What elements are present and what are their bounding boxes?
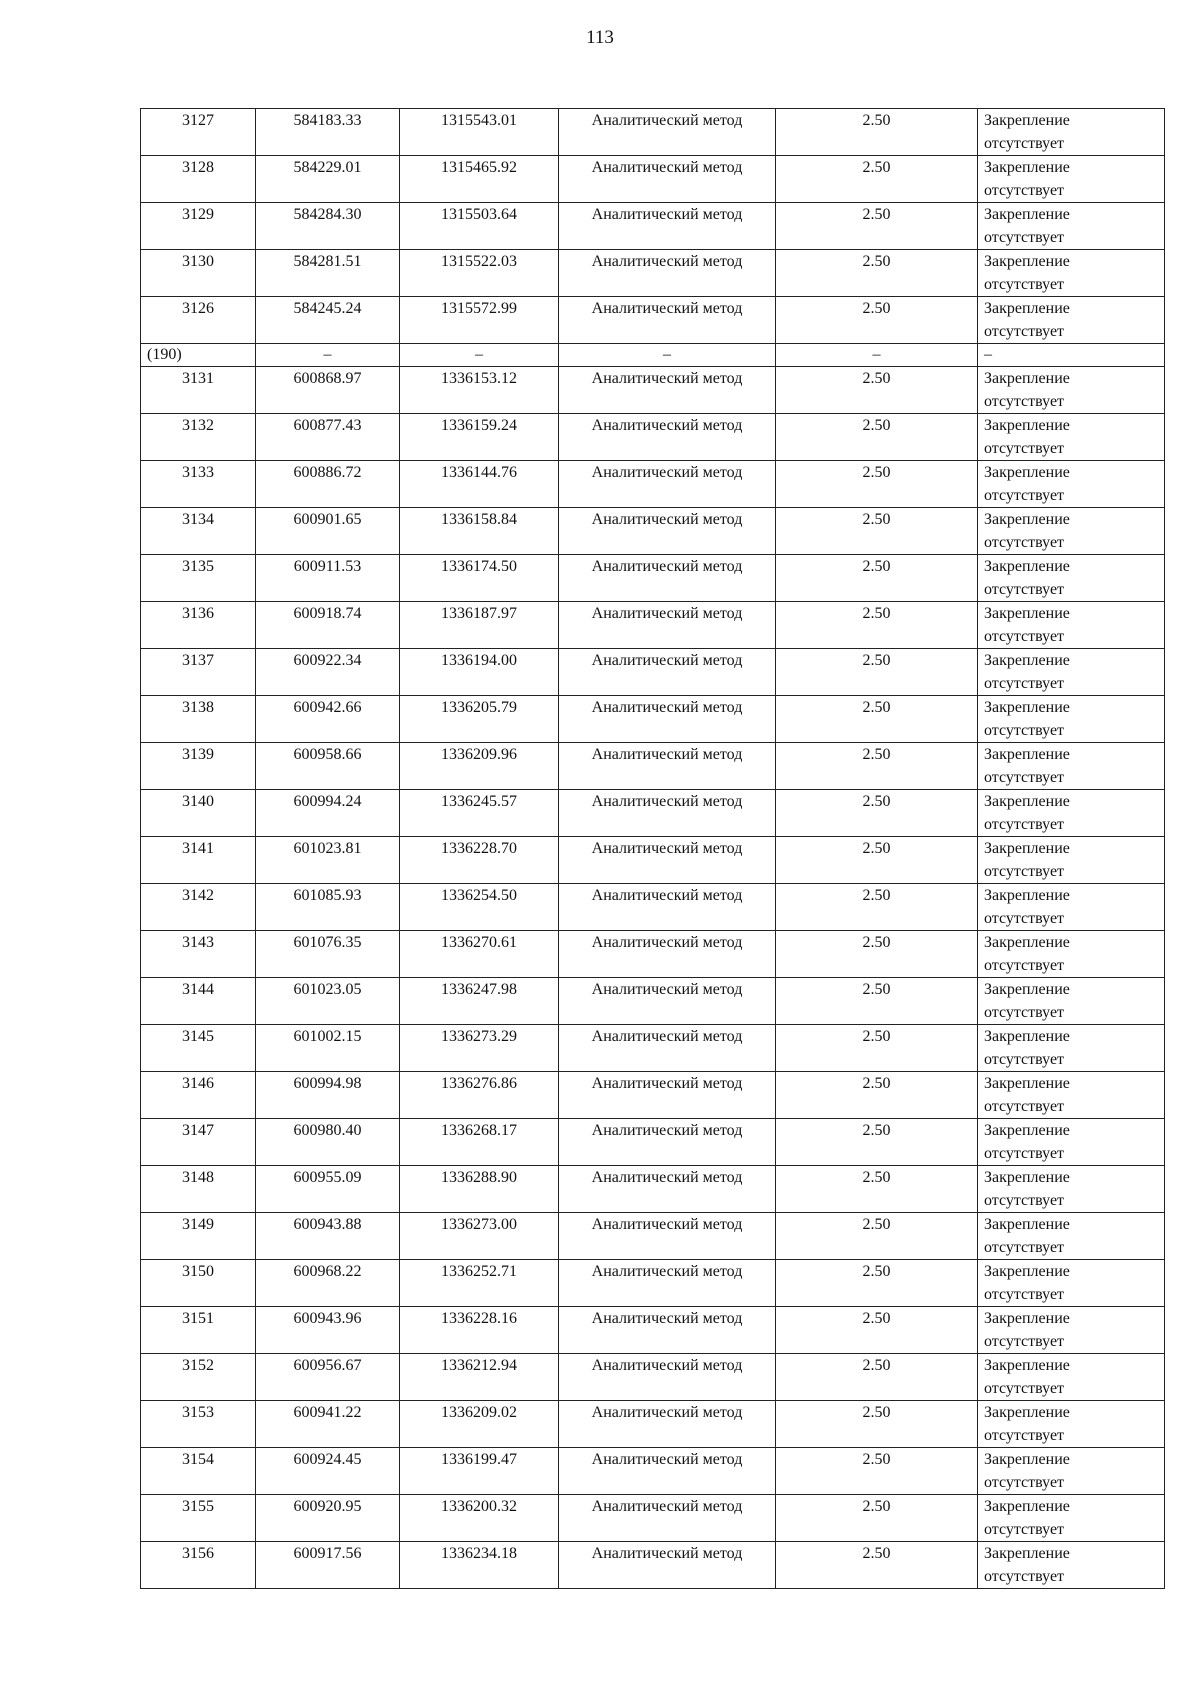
- table-row: [141, 156, 1165, 203]
- accuracy-cell: 2.50: [776, 1260, 978, 1307]
- method-cell: –: [559, 344, 776, 367]
- y-coordinate-cell: 1336187.97: [400, 602, 559, 649]
- fixation-cell: [978, 743, 1165, 790]
- fixation-cell: [978, 649, 1165, 696]
- method-cell: Аналитический метод: [559, 743, 776, 790]
- x-coordinate-cell: 600868.97: [256, 367, 400, 414]
- fixation-text-line-1: Закрепление: [984, 558, 1070, 575]
- fixation-text-line-1: Закрепление: [984, 1357, 1070, 1374]
- y-coordinate-cell: 1336209.02: [400, 1401, 559, 1448]
- method-cell: Аналитический метод: [559, 1448, 776, 1495]
- page-number: 113: [586, 27, 614, 48]
- accuracy-cell: 2.50: [776, 203, 978, 250]
- method-cell: Аналитический метод: [559, 884, 776, 931]
- table-row: [141, 1260, 1165, 1307]
- method-cell: Аналитический метод: [559, 555, 776, 602]
- point-number-cell: (190): [141, 344, 256, 367]
- fixation-text-line-1: –: [984, 346, 992, 363]
- accuracy-cell: –: [776, 344, 978, 367]
- fixation-text-line-1: Закрепление: [984, 934, 1070, 951]
- y-coordinate-cell: 1336268.17: [400, 1119, 559, 1166]
- fixation-text-line-1: Закрепление: [984, 1404, 1070, 1421]
- accuracy-cell: 2.50: [776, 508, 978, 555]
- fixation-cell: [978, 297, 1165, 344]
- point-number-cell: 3138: [141, 696, 256, 743]
- y-coordinate-cell: 1336273.00: [400, 1213, 559, 1260]
- table-row: [141, 1448, 1165, 1495]
- y-coordinate-cell: 1336234.18: [400, 1542, 559, 1589]
- point-number-cell: 3147: [141, 1119, 256, 1166]
- fixation-cell: [978, 1495, 1165, 1542]
- x-coordinate-cell: 601023.81: [256, 837, 400, 884]
- fixation-text-line-1: Закрепление: [984, 1310, 1070, 1327]
- x-coordinate-cell: 600922.34: [256, 649, 400, 696]
- fixation-text-line-2: отсутствует: [984, 581, 1065, 598]
- y-coordinate-cell: 1336288.90: [400, 1166, 559, 1213]
- point-number-cell: 3143: [141, 931, 256, 978]
- fixation-text-line-2: отсутствует: [984, 229, 1065, 246]
- accuracy-cell: 2.50: [776, 837, 978, 884]
- fixation-cell: [978, 508, 1165, 555]
- x-coordinate-cell: 600941.22: [256, 1401, 400, 1448]
- fixation-text-line-1: Закрепление: [984, 981, 1070, 998]
- method-cell: Аналитический метод: [559, 602, 776, 649]
- table-row: [141, 1166, 1165, 1213]
- fixation-text-line-2: отсутствует: [984, 1192, 1065, 1209]
- table-row: [141, 203, 1165, 250]
- y-coordinate-cell: 1336205.79: [400, 696, 559, 743]
- y-coordinate-cell: 1336276.86: [400, 1072, 559, 1119]
- table-row: [141, 1025, 1165, 1072]
- fixation-text-line-1: Закрепление: [984, 1545, 1070, 1562]
- method-cell: Аналитический метод: [559, 1260, 776, 1307]
- x-coordinate-cell: 600955.09: [256, 1166, 400, 1213]
- point-number-cell: 3139: [141, 743, 256, 790]
- fixation-cell: [978, 931, 1165, 978]
- fixation-text-line-2: отсутствует: [984, 1521, 1065, 1538]
- y-coordinate-cell: 1315543.01: [400, 109, 559, 156]
- accuracy-cell: 2.50: [776, 1448, 978, 1495]
- fixation-cell: [978, 884, 1165, 931]
- method-cell: Аналитический метод: [559, 1119, 776, 1166]
- accuracy-cell: 2.50: [776, 602, 978, 649]
- y-coordinate-cell: 1336228.70: [400, 837, 559, 884]
- accuracy-cell: 2.50: [776, 696, 978, 743]
- accuracy-cell: 2.50: [776, 884, 978, 931]
- x-coordinate-cell: 584245.24: [256, 297, 400, 344]
- point-number-cell: 3148: [141, 1166, 256, 1213]
- y-coordinate-cell: 1336200.32: [400, 1495, 559, 1542]
- method-cell: Аналитический метод: [559, 414, 776, 461]
- fixation-text-line-1: Закрепление: [984, 1263, 1070, 1280]
- x-coordinate-cell: 600886.72: [256, 461, 400, 508]
- y-coordinate-cell: 1315465.92: [400, 156, 559, 203]
- fixation-text-line-1: Закрепление: [984, 417, 1070, 434]
- fixation-cell: [978, 156, 1165, 203]
- fixation-cell: [978, 203, 1165, 250]
- table-row: [141, 109, 1165, 156]
- accuracy-cell: 2.50: [776, 297, 978, 344]
- accuracy-cell: 2.50: [776, 250, 978, 297]
- accuracy-cell: 2.50: [776, 1354, 978, 1401]
- y-coordinate-cell: 1336270.61: [400, 931, 559, 978]
- fixation-cell: [978, 1025, 1165, 1072]
- fixation-text-line-2: отсутствует: [984, 323, 1065, 340]
- accuracy-cell: 2.50: [776, 1025, 978, 1072]
- fixation-cell: [978, 696, 1165, 743]
- fixation-text-line-1: Закрепление: [984, 370, 1070, 387]
- y-coordinate-cell: 1336245.57: [400, 790, 559, 837]
- table-row: [141, 696, 1165, 743]
- fixation-text-line-2: отсутствует: [984, 863, 1065, 880]
- table-row: [141, 884, 1165, 931]
- method-cell: Аналитический метод: [559, 1307, 776, 1354]
- table-row: [141, 1307, 1165, 1354]
- fixation-text-line-1: Закрепление: [984, 206, 1070, 223]
- fixation-text-line-1: Закрепление: [984, 887, 1070, 904]
- fixation-cell: [978, 344, 1165, 367]
- x-coordinate-cell: 600958.66: [256, 743, 400, 790]
- fixation-text-line-2: отсутствует: [984, 816, 1065, 833]
- method-cell: Аналитический метод: [559, 1354, 776, 1401]
- fixation-text-line-2: отсутствует: [984, 1239, 1065, 1256]
- method-cell: Аналитический метод: [559, 156, 776, 203]
- point-number-cell: 3150: [141, 1260, 256, 1307]
- method-cell: Аналитический метод: [559, 1213, 776, 1260]
- x-coordinate-cell: 601076.35: [256, 931, 400, 978]
- method-cell: Аналитический метод: [559, 109, 776, 156]
- x-coordinate-cell: 600920.95: [256, 1495, 400, 1542]
- coordinates-table: [140, 108, 1165, 1589]
- fixation-text-line-2: отсутствует: [984, 1145, 1065, 1162]
- table-row: [141, 649, 1165, 696]
- fixation-text-line-2: отсутствует: [984, 628, 1065, 645]
- fixation-text-line-2: отсутствует: [984, 675, 1065, 692]
- y-coordinate-cell: –: [400, 344, 559, 367]
- method-cell: Аналитический метод: [559, 1495, 776, 1542]
- accuracy-cell: 2.50: [776, 461, 978, 508]
- accuracy-cell: 2.50: [776, 367, 978, 414]
- fixation-text-line-2: отсутствует: [984, 487, 1065, 504]
- point-number-cell: 3154: [141, 1448, 256, 1495]
- point-number-cell: 3151: [141, 1307, 256, 1354]
- x-coordinate-cell: 601085.93: [256, 884, 400, 931]
- fixation-cell: [978, 1354, 1165, 1401]
- table-row: [141, 297, 1165, 344]
- table-row: [141, 1213, 1165, 1260]
- accuracy-cell: 2.50: [776, 790, 978, 837]
- x-coordinate-cell: 584281.51: [256, 250, 400, 297]
- fixation-cell: [978, 1119, 1165, 1166]
- method-cell: Аналитический метод: [559, 367, 776, 414]
- fixation-cell: [978, 1072, 1165, 1119]
- x-coordinate-cell: 600943.96: [256, 1307, 400, 1354]
- point-number-cell: 3135: [141, 555, 256, 602]
- fixation-text-line-1: Закрепление: [984, 840, 1070, 857]
- method-cell: Аналитический метод: [559, 250, 776, 297]
- fixation-text-line-2: отсутствует: [984, 1004, 1065, 1021]
- accuracy-cell: 2.50: [776, 649, 978, 696]
- x-coordinate-cell: –: [256, 344, 400, 367]
- point-number-cell: 3129: [141, 203, 256, 250]
- point-number-cell: 3144: [141, 978, 256, 1025]
- fixation-text-line-1: Закрепление: [984, 1028, 1070, 1045]
- point-number-cell: 3153: [141, 1401, 256, 1448]
- point-number-cell: 3140: [141, 790, 256, 837]
- fixation-cell: [978, 602, 1165, 649]
- method-cell: Аналитический метод: [559, 297, 776, 344]
- fixation-text-line-2: отсутствует: [984, 135, 1065, 152]
- point-number-cell: 3128: [141, 156, 256, 203]
- point-number-cell: 3152: [141, 1354, 256, 1401]
- fixation-cell: [978, 555, 1165, 602]
- y-coordinate-cell: 1336209.96: [400, 743, 559, 790]
- x-coordinate-cell: 600917.56: [256, 1542, 400, 1589]
- x-coordinate-cell: 600994.98: [256, 1072, 400, 1119]
- fixation-text-line-2: отсутствует: [984, 393, 1065, 410]
- fixation-cell: [978, 1401, 1165, 1448]
- fixation-text-line-1: Закрепление: [984, 159, 1070, 176]
- point-number-cell: 3133: [141, 461, 256, 508]
- x-coordinate-cell: 600968.22: [256, 1260, 400, 1307]
- accuracy-cell: 2.50: [776, 1119, 978, 1166]
- point-number-cell: 3131: [141, 367, 256, 414]
- fixation-text-line-2: отсутствует: [984, 1098, 1065, 1115]
- fixation-text-line-2: отсутствует: [984, 1427, 1065, 1444]
- accuracy-cell: 2.50: [776, 743, 978, 790]
- accuracy-cell: 2.50: [776, 1307, 978, 1354]
- accuracy-cell: 2.50: [776, 1166, 978, 1213]
- x-coordinate-cell: 584284.30: [256, 203, 400, 250]
- y-coordinate-cell: 1336247.98: [400, 978, 559, 1025]
- fixation-cell: [978, 461, 1165, 508]
- table-row: [141, 837, 1165, 884]
- x-coordinate-cell: 600924.45: [256, 1448, 400, 1495]
- fixation-cell: [978, 837, 1165, 884]
- point-number-cell: 3141: [141, 837, 256, 884]
- accuracy-cell: 2.50: [776, 156, 978, 203]
- y-coordinate-cell: 1336228.16: [400, 1307, 559, 1354]
- point-number-cell: 3149: [141, 1213, 256, 1260]
- fixation-text-line-2: отсутствует: [984, 534, 1065, 551]
- x-coordinate-cell: 600956.67: [256, 1354, 400, 1401]
- fixation-text-line-1: Закрепление: [984, 1169, 1070, 1186]
- method-cell: Аналитический метод: [559, 508, 776, 555]
- fixation-cell: [978, 1166, 1165, 1213]
- fixation-text-line-1: Закрепление: [984, 1216, 1070, 1233]
- accuracy-cell: 2.50: [776, 931, 978, 978]
- y-coordinate-cell: 1336254.50: [400, 884, 559, 931]
- fixation-text-line-2: отсутствует: [984, 182, 1065, 199]
- table-row: [141, 931, 1165, 978]
- fixation-text-line-1: Закрепление: [984, 464, 1070, 481]
- fixation-text-line-1: Закрепление: [984, 793, 1070, 810]
- table-row: [141, 250, 1165, 297]
- x-coordinate-cell: 600911.53: [256, 555, 400, 602]
- method-cell: Аналитический метод: [559, 978, 776, 1025]
- x-coordinate-cell: 600980.40: [256, 1119, 400, 1166]
- fixation-cell: [978, 414, 1165, 461]
- fixation-text-line-1: Закрепление: [984, 511, 1070, 528]
- table-separator-row: [141, 344, 1165, 367]
- fixation-text-line-1: Закрепление: [984, 112, 1070, 129]
- fixation-text-line-2: отсутствует: [984, 1474, 1065, 1491]
- fixation-text-line-1: Закрепление: [984, 652, 1070, 669]
- method-cell: Аналитический метод: [559, 1542, 776, 1589]
- fixation-text-line-1: Закрепление: [984, 746, 1070, 763]
- table-row: [141, 743, 1165, 790]
- table-row: [141, 1542, 1165, 1589]
- fixation-text-line-1: Закрепление: [984, 699, 1070, 716]
- y-coordinate-cell: 1315572.99: [400, 297, 559, 344]
- fixation-text-line-2: отсутствует: [984, 769, 1065, 786]
- fixation-cell: [978, 1448, 1165, 1495]
- method-cell: Аналитический метод: [559, 203, 776, 250]
- method-cell: Аналитический метод: [559, 837, 776, 884]
- fixation-text-line-2: отсутствует: [984, 276, 1065, 293]
- table-row: [141, 1354, 1165, 1401]
- table-row: [141, 555, 1165, 602]
- fixation-text-line-1: Закрепление: [984, 1451, 1070, 1468]
- fixation-cell: [978, 1260, 1165, 1307]
- fixation-cell: [978, 1542, 1165, 1589]
- fixation-text-line-1: Закрепление: [984, 1075, 1070, 1092]
- table-row: [141, 790, 1165, 837]
- fixation-cell: [978, 790, 1165, 837]
- fixation-text-line-1: Закрепление: [984, 253, 1070, 270]
- point-number-cell: 3134: [141, 508, 256, 555]
- point-number-cell: 3146: [141, 1072, 256, 1119]
- accuracy-cell: 2.50: [776, 1542, 978, 1589]
- point-number-cell: 3130: [141, 250, 256, 297]
- accuracy-cell: 2.50: [776, 555, 978, 602]
- method-cell: Аналитический метод: [559, 1401, 776, 1448]
- table-row: [141, 367, 1165, 414]
- x-coordinate-cell: 600901.65: [256, 508, 400, 555]
- y-coordinate-cell: 1315522.03: [400, 250, 559, 297]
- accuracy-cell: 2.50: [776, 1401, 978, 1448]
- y-coordinate-cell: 1336159.24: [400, 414, 559, 461]
- x-coordinate-cell: 600994.24: [256, 790, 400, 837]
- method-cell: Аналитический метод: [559, 1025, 776, 1072]
- method-cell: Аналитический метод: [559, 461, 776, 508]
- y-coordinate-cell: 1315503.64: [400, 203, 559, 250]
- fixation-text-line-2: отсутствует: [984, 1333, 1065, 1350]
- method-cell: Аналитический метод: [559, 1166, 776, 1213]
- fixation-text-line-2: отсутствует: [984, 1051, 1065, 1068]
- accuracy-cell: 2.50: [776, 414, 978, 461]
- point-number-cell: 3142: [141, 884, 256, 931]
- table-row: [141, 978, 1165, 1025]
- table-row: [141, 1119, 1165, 1166]
- y-coordinate-cell: 1336212.94: [400, 1354, 559, 1401]
- fixation-cell: [978, 1307, 1165, 1354]
- accuracy-cell: 2.50: [776, 1213, 978, 1260]
- accuracy-cell: 2.50: [776, 1072, 978, 1119]
- fixation-cell: [978, 250, 1165, 297]
- point-number-cell: 3136: [141, 602, 256, 649]
- fixation-text-line-1: Закрепление: [984, 1498, 1070, 1515]
- fixation-text-line-2: отсутствует: [984, 957, 1065, 974]
- x-coordinate-cell: 601002.15: [256, 1025, 400, 1072]
- table-row: [141, 508, 1165, 555]
- point-number-cell: 3126: [141, 297, 256, 344]
- fixation-text-line-1: Закрепление: [984, 300, 1070, 317]
- table-row: [141, 602, 1165, 649]
- table-row: [141, 1072, 1165, 1119]
- x-coordinate-cell: 600877.43: [256, 414, 400, 461]
- fixation-cell: [978, 367, 1165, 414]
- fixation-text-line-2: отсутствует: [984, 1380, 1065, 1397]
- fixation-cell: [978, 978, 1165, 1025]
- point-number-cell: 3156: [141, 1542, 256, 1589]
- accuracy-cell: 2.50: [776, 1495, 978, 1542]
- fixation-cell: [978, 1213, 1165, 1260]
- method-cell: Аналитический метод: [559, 931, 776, 978]
- table-row: [141, 414, 1165, 461]
- accuracy-cell: 2.50: [776, 109, 978, 156]
- x-coordinate-cell: 600942.66: [256, 696, 400, 743]
- table-row: [141, 461, 1165, 508]
- x-coordinate-cell: 600943.88: [256, 1213, 400, 1260]
- table-row: [141, 1401, 1165, 1448]
- accuracy-cell: 2.50: [776, 978, 978, 1025]
- fixation-text-line-2: отсутствует: [984, 722, 1065, 739]
- fixation-text-line-1: Закрепление: [984, 1122, 1070, 1139]
- x-coordinate-cell: 600918.74: [256, 602, 400, 649]
- y-coordinate-cell: 1336273.29: [400, 1025, 559, 1072]
- coordinates-table-body: [141, 109, 1165, 1589]
- y-coordinate-cell: 1336158.84: [400, 508, 559, 555]
- fixation-text-line-2: отсутствует: [984, 1286, 1065, 1303]
- table-row: [141, 1495, 1165, 1542]
- x-coordinate-cell: 601023.05: [256, 978, 400, 1025]
- point-number-cell: 3137: [141, 649, 256, 696]
- method-cell: Аналитический метод: [559, 696, 776, 743]
- method-cell: Аналитический метод: [559, 790, 776, 837]
- point-number-cell: 3145: [141, 1025, 256, 1072]
- x-coordinate-cell: 584229.01: [256, 156, 400, 203]
- y-coordinate-cell: 1336144.76: [400, 461, 559, 508]
- fixation-text-line-2: отсутствует: [984, 1568, 1065, 1585]
- fixation-text-line-1: Закрепление: [984, 605, 1070, 622]
- method-cell: Аналитический метод: [559, 1072, 776, 1119]
- y-coordinate-cell: 1336153.12: [400, 367, 559, 414]
- fixation-text-line-2: отсутствует: [984, 910, 1065, 927]
- fixation-cell: [978, 109, 1165, 156]
- point-number-cell: 3155: [141, 1495, 256, 1542]
- fixation-text-line-2: отсутствует: [984, 440, 1065, 457]
- y-coordinate-cell: 1336174.50: [400, 555, 559, 602]
- method-cell: Аналитический метод: [559, 649, 776, 696]
- y-coordinate-cell: 1336252.71: [400, 1260, 559, 1307]
- y-coordinate-cell: 1336194.00: [400, 649, 559, 696]
- point-number-cell: 3127: [141, 109, 256, 156]
- point-number-cell: 3132: [141, 414, 256, 461]
- y-coordinate-cell: 1336199.47: [400, 1448, 559, 1495]
- x-coordinate-cell: 584183.33: [256, 109, 400, 156]
